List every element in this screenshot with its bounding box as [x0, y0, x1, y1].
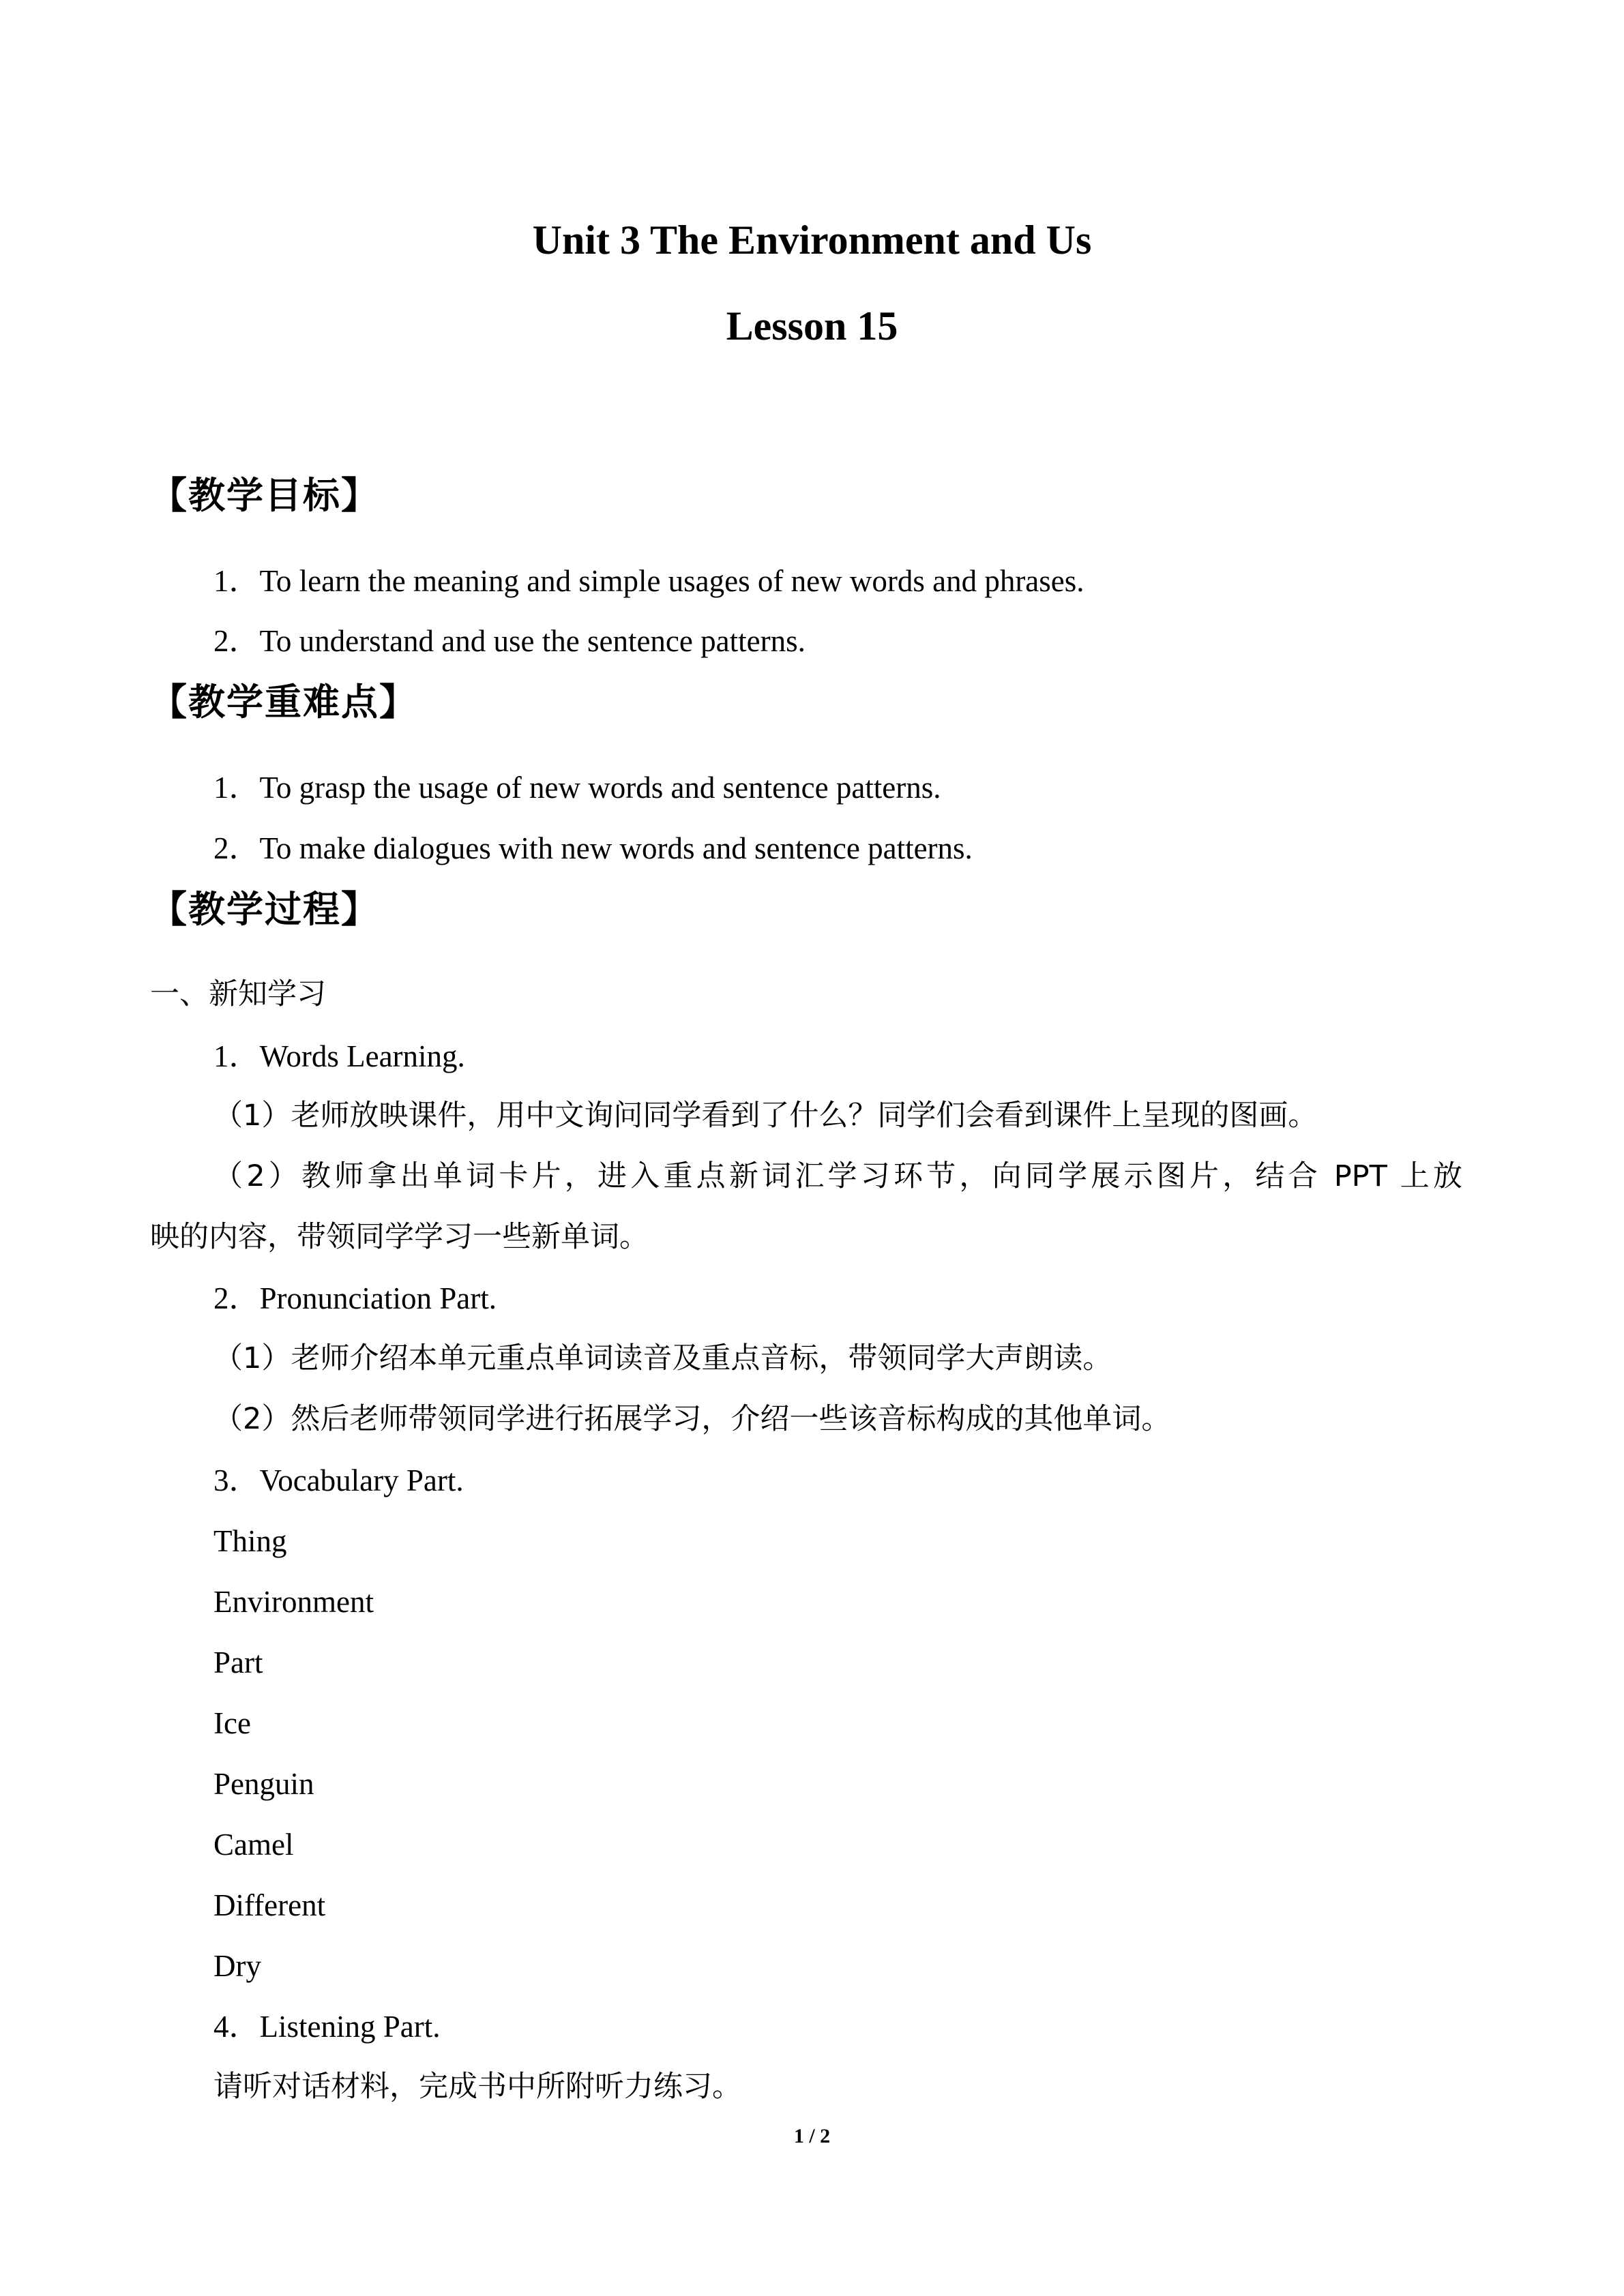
- vocab-word: Part: [213, 1645, 263, 1680]
- vocab-word: Dry: [213, 1949, 261, 1983]
- section-new-knowledge: 一、新知学习: [150, 977, 326, 1011]
- step1-paragraph-2-cont: 映的内容，带领同学学习一些新单词。: [150, 1220, 649, 1254]
- lesson-subtitle: Lesson 15: [726, 303, 898, 348]
- key-point-item-1: 1．To grasp the usage of new words and sentence patterns.: [213, 771, 941, 805]
- objective-item-1: 1．To learn the meaning and simple usages of new words and phrases.: [213, 564, 1084, 598]
- objectives-heading: 【教学目标】: [150, 474, 379, 517]
- vocab-word: Environment: [213, 1585, 374, 1619]
- step1-title: 1．Words Learning.: [213, 1039, 465, 1073]
- vocab-word: Penguin: [213, 1767, 314, 1801]
- vocab-word: Different: [213, 1888, 326, 1922]
- step2-paragraph-2: （2）然后老师带领同学进行拓展学习，介绍一些该音标构成的其他单词。: [213, 1402, 1171, 1436]
- step2-paragraph-1: （1）老师介绍本单元重点单词读音及重点音标，带领同学大声朗读。: [213, 1341, 1112, 1375]
- step4-paragraph-1: 请听对话材料，完成书中所附听力练习。: [213, 2070, 741, 2104]
- objective-item-2: 2．To understand and use the sentence patterns.: [213, 624, 806, 658]
- process-heading: 【教学过程】: [150, 888, 379, 931]
- step1-paragraph-2: （2）教师拿出单词卡片，进入重点新词汇学习环节，向同学展示图片，结合 PPT 上放: [213, 1159, 1462, 1193]
- vocab-word: Thing: [213, 1524, 287, 1558]
- key-point-item-2: 2．To make dialogues with new words and sentence patterns.: [213, 831, 973, 865]
- vocab-word: Camel: [213, 1828, 294, 1862]
- page-number: 1 / 2: [793, 2125, 831, 2147]
- step4-title: 4．Listening Part.: [213, 2010, 441, 2044]
- step1-paragraph-1: （1）老师放映课件，用中文询问同学看到了什么？同学们会看到课件上呈现的图画。: [213, 1099, 1318, 1133]
- step2-title: 2．Pronunciation Part.: [213, 1281, 497, 1315]
- key-points-heading: 【教学重难点】: [150, 681, 417, 724]
- step3-title: 3．Vocabulary Part.: [213, 1463, 464, 1497]
- vocab-word: Ice: [213, 1706, 251, 1740]
- document-title: Unit 3 The Environment and Us: [532, 218, 1092, 263]
